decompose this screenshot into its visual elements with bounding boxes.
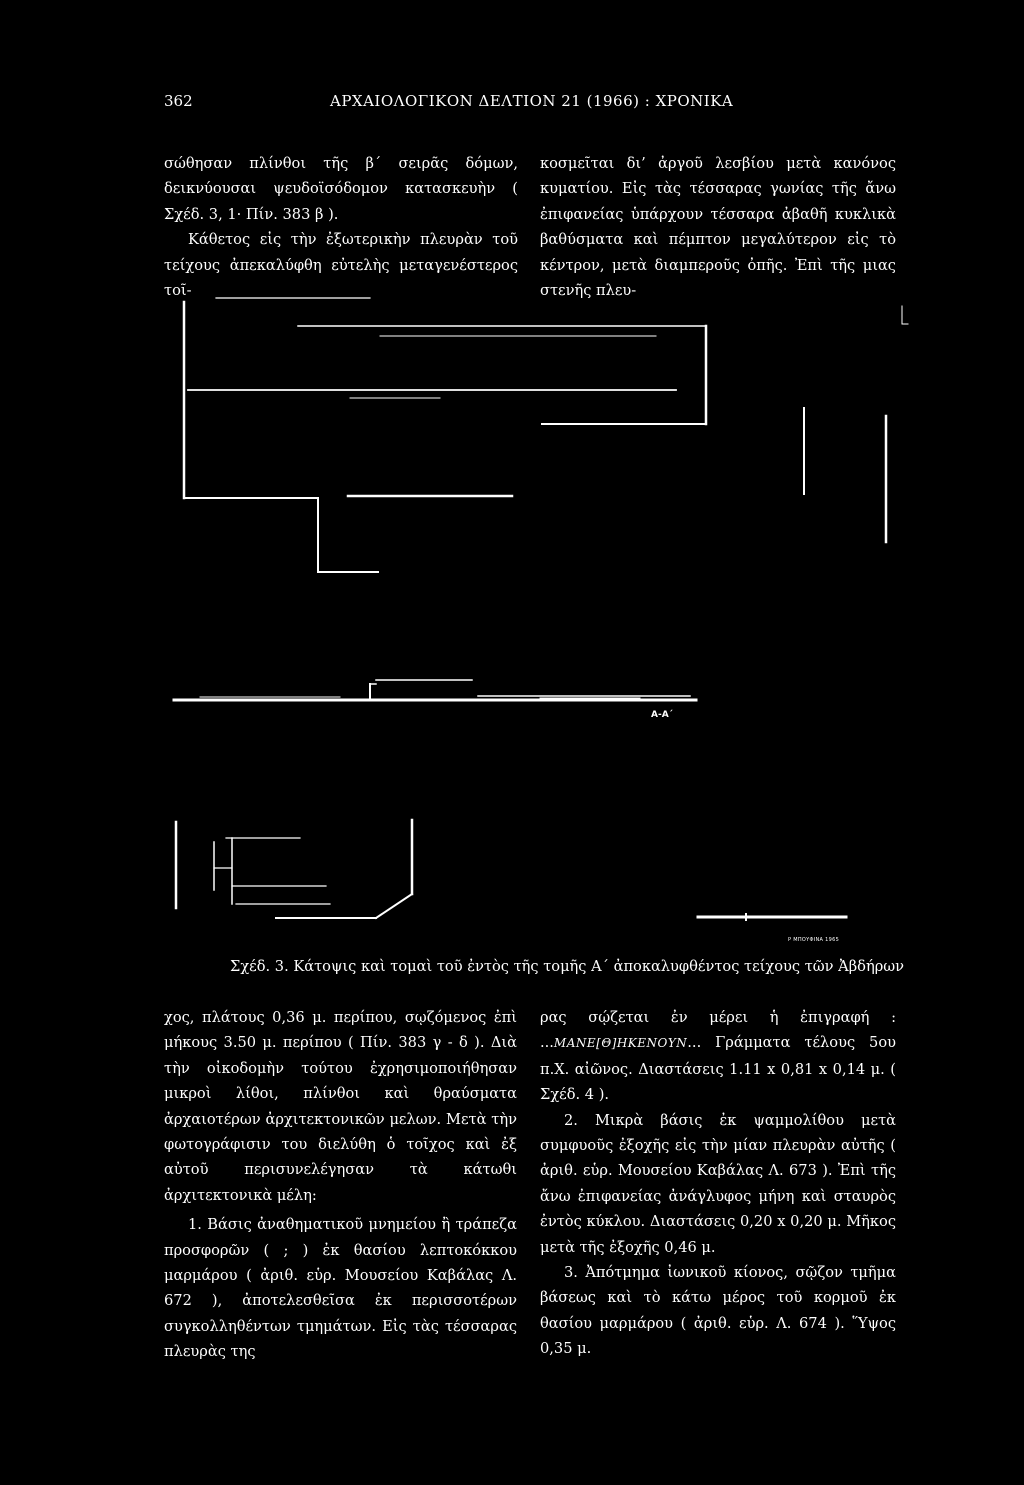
paragraph: 3. Ἀπότμημα ἰωνικοῦ κίονος, σῷζον τμῆμα βάσεως καὶ τὸ κάτω μέρος τοῦ κορμοῦ ἐκ θασίου μαρμάρου ( ἀριθ. εὑρ. Λ. 674 ). Ὕψος 0,35 μ. xyxy=(540,1264,896,1358)
text-column-right-bottom xyxy=(540,1005,896,1362)
plan-drawing xyxy=(0,280,1024,960)
plan-wall-outline xyxy=(184,298,706,572)
paragraph: Κάθετος εἰς τὴν ἐξωτερικὴν πλευρὰν τοῦ τείχους ἀπεκαλύφθη εὐτελὴς μεταγενέστερος τοῖ- xyxy=(164,231,518,300)
text-column-left-bottom xyxy=(164,1005,517,1365)
section-label: Α-Α΄ xyxy=(651,710,673,720)
page-header xyxy=(0,92,1024,116)
drawing-signature: Ρ ΜΠΟΥΦΙΝΑ 1965 xyxy=(788,937,840,943)
page-number: 362 xyxy=(164,92,193,110)
paragraph: κοσμεῖται δι’ ἀργοῦ λεσβίου μετὰ κανόνος κυματίου. Εἰς τὰς τέσσαρας γωνίας τῆς ἄνω ἐπιφανείας ὑπάρχουν τέσσαρα ἀβαθῆ κυκλικὰ βαθύσματα καὶ πέμπτον μεγαλύτερον εἰς τὸ κέντρον, μετὰ διαμπεροῦς ὀπῆς. Ἐπὶ τῆς μιας στενῆς πλευ- xyxy=(540,155,896,300)
section-detail xyxy=(176,820,412,918)
paragraph: 2. Μικρὰ βάσις ἐκ ψαμμολίθου μετὰ συμφυοῦς ἐξοχῆς εἰς τὴν μίαν πλευρὰν αὐτῆς ( ἀριθ. εὑρ. Μουσείου Καβάλας Λ. 673 ). Ἐπὶ τῆς ἄνω ἐπιφανείας ἀνάγλυφος μήνη καὶ σταυρὸς ἐντὸς κύκλου. Διαστάσεις 0,20 x 0,20 μ. Μῆκος μετὰ τῆς ἐξοχῆς 0,46 μ. xyxy=(540,1111,896,1256)
text-fragment: ρας σῴζεται ἐν μέρει ἡ ἐπιγραφή : ... xyxy=(540,1009,896,1052)
text-fragment: ... Γράμματα τέλους 5ου π.Χ. αἰῶνος. Διαστάσεις 1.11 x 0,81 x 0,14 μ. ( Σχέδ. 4 ). xyxy=(540,1034,896,1104)
paragraph: σώθησαν πλίνθοι τῆς β΄ σειρᾶς δόμων, δεικνύουσαι ψευδοϊσόδομον κατασκευὴν ( Σχέδ. 3, 1· Πίν. 383 β ). xyxy=(164,155,518,223)
scale-bar xyxy=(698,914,846,920)
paragraph: χος, πλάτους 0,36 μ. περίπου, σῳζόμενος ἐπὶ μήκους 3.50 μ. περίπου ( Πίν. 383 γ - δ ). Διὰ τὴν οἰκοδομὴν τούτου ἐχρησιμοποιήθησαν μικροὶ λίθοι, πλίνθοι καὶ θραύσματα ἀρχαιοτέρων ἀρχιτεκτονικῶν μελων. Μετὰ τὴν φωτογράφισιν του διελύθη ὁ τοῖχος καὶ ἐξ αὐτοῦ περισυνελέγησαν τὰ κάτωθι ἀρχιτεκτονικὰ μέλη: xyxy=(164,1009,517,1204)
section-a-a-profile xyxy=(174,680,696,700)
paragraph xyxy=(540,1005,896,1108)
figure-caption: Σχέδ. 3. Κάτοψις καὶ τομαὶ τοῦ ἐντὸς τῆς τομῆς Α΄ ἀποκαλυφθέντος τείχους τῶν Ἀβδήρων xyxy=(230,958,905,975)
paragraph: 1. Βάσις ἀναθηματικοῦ μνημείου ἢ τράπεζα προσφορῶν ( ; ) ἐκ θασίου λεπτοκόκκου μαρμάρου ( ἀριθ. εὑρ. Μουσείου Καβάλας Λ. 672 ), ἀποτελεσθεῖσα ἐκ περισσοτέρων συγκολληθέντων τμημάτων. Εἰς τὰς τέσσαρας πλευρὰς της xyxy=(164,1216,517,1361)
wall-elevation-marks xyxy=(804,306,908,542)
running-title: ΑΡΧΑΙΟΛΟΓΙΚΟΝ ΔΕΛΤΙΟΝ 21 (1966) : ΧΡΟΝΙΚΑ xyxy=(330,92,734,110)
inscription-text: ΜΑΝΕ[Θ]ΗΚΕΝΟΥΝ xyxy=(553,1036,688,1051)
